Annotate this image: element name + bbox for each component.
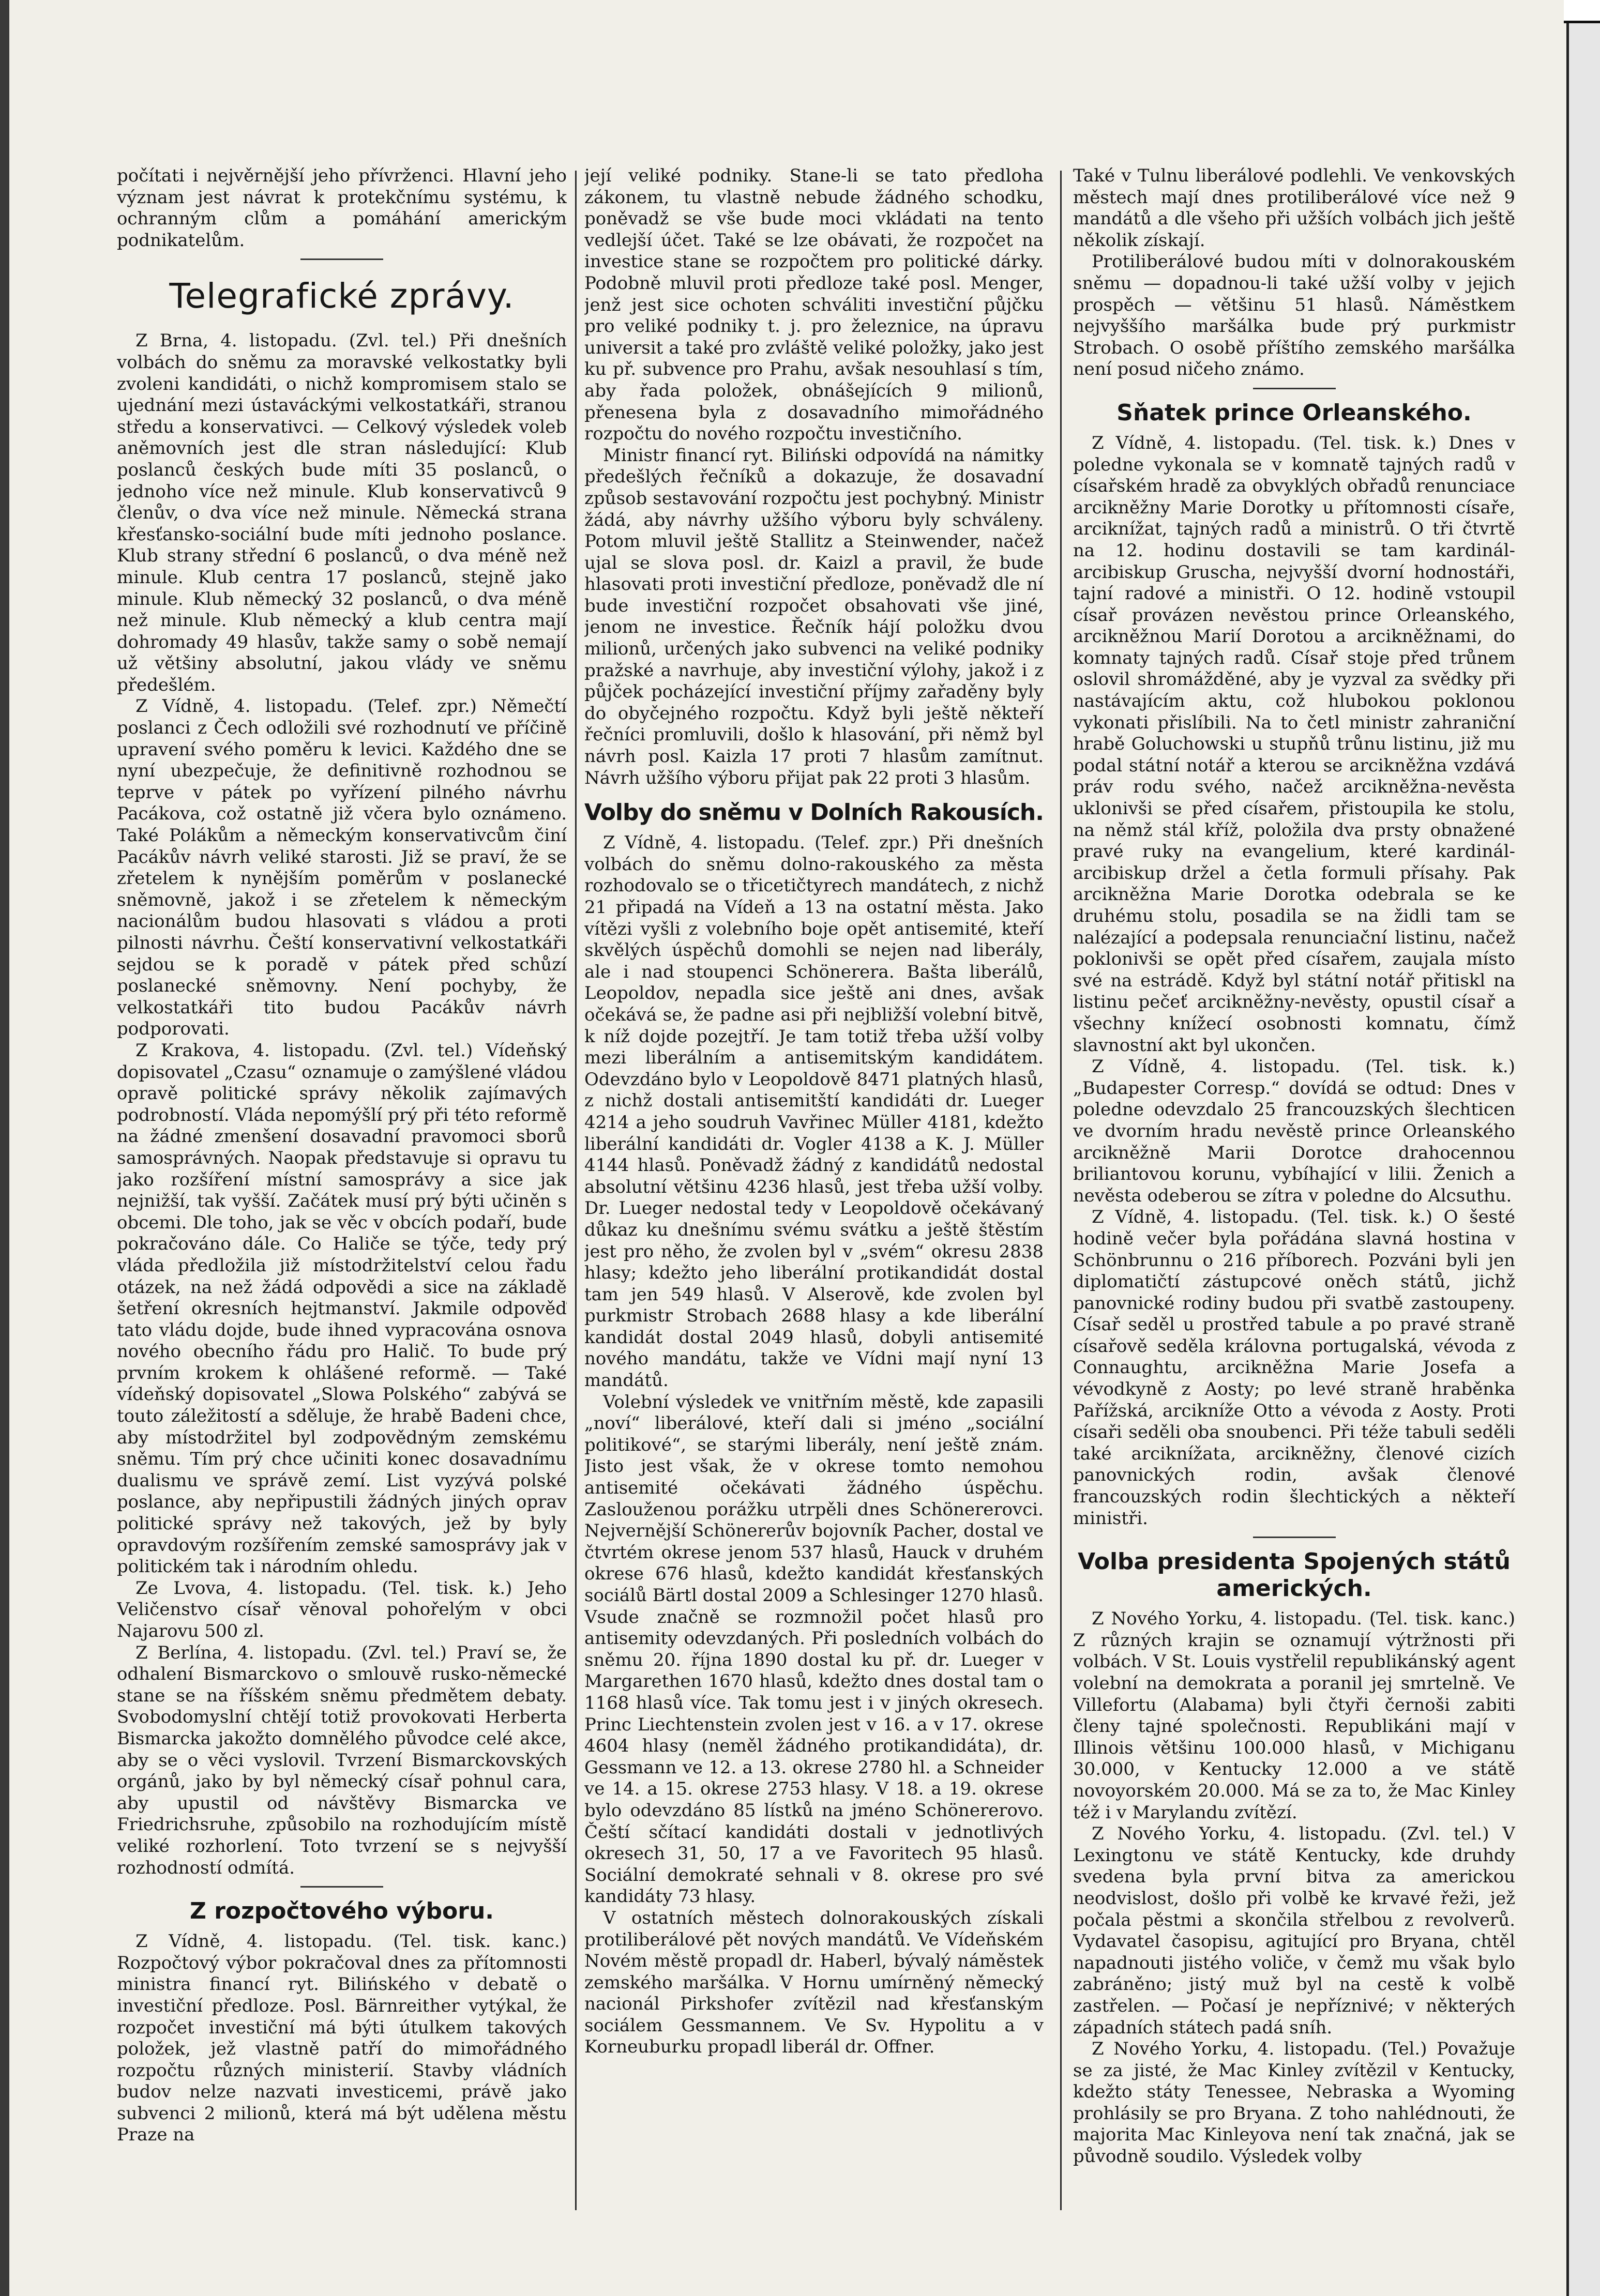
budget-committee-continuation: její veliké podniky. Stane-li se tato předloha zákonem, tu vlastně nebude žádného schodku, poněvadž se vše bude moci vkládati na tento vedlejší účet. Také se lze obávati, že rozpočet na investice stane se rozpočtem pro politické dárky. Podobně mluvil proti předloze také posl. Menger, jenž jest sice ochoten schváliti investiční půjčku pro veliké podniky t. j. pro železnice, na úpravu universit a také pro zvláště veliké položky, jako jest ku př. subvence pro Prahu, avšak nesouhlasí s tím, aby řada položek, obnášejících 9 milionů, přenesena byla z dosavadního mimořádného rozpočtu do nového rozpočtu investičního.	[584, 165, 1044, 445]
scan-edge-right	[1566, 0, 1600, 2296]
report-crown-gift: Z Vídně, 4. listopadu. (Tel. tisk. k.) „Budapester Corresp.“ dovídá se odtud: Dnes v poledne odevzdalo 25 francouzských šlechticen ve dvorním hradu nevěstě prince Orleanského arcikněžně Marii Dorotce drahocennou briliantovou korunu, vybíhající v lilii. Ženich a nevěsta odeberou se zítra v poledne do Alcsuthu.	[1073, 1056, 1515, 1206]
section-heading-telegraphic-news: Telegrafické zprávy.	[169, 276, 515, 316]
report-budget-committee: Z Vídně, 4. listopadu. (Tel. tisk. kanc.) Rozpočtový výbor pokračoval dnes za přítomnosti ministra financí ryt. Bilińského v debatě o investiční předloze. Posl. Bärnreither vytýkal, že rozpočet investiční má býti útulkem takových položek, jež vlastně patří do mimořádného rozpočtu různých ministerií. Stavby vládních budov nelze nazvati investicemi, právě jako subvenci 2 milionů, která má být udělena městu Praze na	[117, 1931, 567, 2146]
column-rule-right	[1060, 171, 1062, 2210]
elections-continuation: Také v Tulnu liberálové podlehli. Ve venkovských městech mají dnes protiliberálové více než 9 mandátů a dle všeho při užších volbách jich ještě několik získají.	[1073, 165, 1515, 251]
corner-mark	[1564, 0, 1600, 23]
section-heading-budget-committee: Z rozpočtového výboru.	[189, 1898, 494, 1925]
scan-edge-left	[0, 0, 9, 2296]
article-continuation: počítati i nejvěrnější jeho přívrženci. Hlavní jeho význam jest návrat k protekčnímu systému, k ochranným clům a pomáhání americkým podnikatelům.	[117, 165, 567, 251]
column-2	[584, 165, 1044, 2254]
report-new-york-2: Z Nového Yorku, 4. listopadu. (Zvl. tel.) V Lexingtonu ve státě Kentucky, kde druhdy svedena byla první bitva za americkou neodvislost, došlo při volbě ke krvavé řeži, jež počala pěstmi a skončila střelbou z revolverů. Vydavatel časopisu, agitující pro Bryana, chtěl napadnouti jistého voliče, v čemž mu však bylo zabráněno; jistý muž byl na cestě k volbě zastřelen. — Počasí je nepříznivé; v některých západních státech padá sníh.	[1073, 1823, 1515, 2038]
report-inner-city-results: Volební výsledek ve vnitřním městě, kde zapasili „noví“ liberálové, kteří dali si jméno „sociální politikové“, se starými liberály, není ještě znám. Jisto jest však, že v okrese tomto nemohou antisemité očekávati žádného úspěchu. Zaslouženou porážku utrpěli dnes Schönererovci. Nejvernější Schönererův bojovník Pacher, dostal ve čtvrtém okrese jenom 537 hlasů, Hauck v druhém okrese 676 hlasů, kdežto kandidát křesťanských sociálů Bärtl dostal 2009 a Schlesinger 1270 hlasů. Vsude značně se rozmnožil počet hlasů pro antisemity odevzdaných. Při posledních volbách do sněmu 20. října 1890 dostal ku př. dr. Lueger v Margarethen 1670 hlasů, kdežto dnes dostal tam o 1168 hlasů více. Tak tomu jest i v jiných okresech. Princ Liechtenstein zvolen jest v 16. a v 17. okrese 4604 hlasy (neměl žádného protikandidáta), dr. Gessmann ve 12. a 13. okrese 2780 hl. a Schneider ve 14. a 15. okrese 2753 hlasy. V 18. a 19. okrese bylo odevzdáno 85 lístků na jméno Schönererovo. Čeští sčítací kandidáti dostali v jednotlivých okresech 31, 50, 17 a ve Favoritech 95 hlasů. Sociální demokraté sehnali v 8. okrese pro své kandidáty 73 hlasy.	[584, 1391, 1044, 1907]
report-brno-elections: Z Brna, 4. listopadu. (Zvl. tel.) Při dnešních volbách do sněmu za moravské velkostatky byli zvoleni kandidáti, o nichž kompromisem stalo se ujednání mezi ústaváckými velkostatkáři, stranou středu a konservativci. — Celkový výsledek voleb aněmovních jest dle stran následující: Klub poslanců českých bude míti 35 poslanců, o jednoho více než minule. Klub konservativců 9 členův, o dva více než minule. Německá strana křesťansko-sociální bude míti jednoho poslance. Klub strany střední 6 poslanců, o dva méně než minule. Klub centra 17 poslanců, stejně jako minule. Klub německý 32 poslanců, o dva méně než minule. Klub německý a klub centra mají dohromady 49 hlasův, takže samy o sobě nemají už většiny absolutní, jakou vlády ve sněmu předešlém.	[117, 330, 567, 695]
column-rule-left	[575, 171, 577, 2210]
elections-majority: Protiliberálové budou míti v dolnorakouském sněmu — dopadnou-li také užší volby v jejich prospěch — většinu 51 hlasů. Náměstkem nejvyššího maršálka bude prý purkmistr Strobach. O osobě příštího zemského maršálka není posud ničeho známo.	[1073, 251, 1515, 380]
report-new-york-3: Z Nového Yorku, 4. listopadu. (Tel.) Považuje se za jisté, že Mac Kinley zvítězil v Kentucky, kdežto státy Tenessee, Nebraska a Wyoming prohlásily se pro Bryana. Z toho nahlédnouti, že majorita Mac Kinleyova není tak značná, jak se původně soudilo. Výsledek volby	[1073, 2039, 1515, 2167]
column-3	[1073, 165, 1515, 2254]
report-krakow-administration: Z Krakova, 4. listopadu. (Zvl. tel.) Vídeňský dopisovatel „Czasu“ oznamuje o zamýšlené vládou opravě politické správy několik zajímavých podrobností. Vláda nepomýšlí prý při této reformě na žádné zmenšení dosavadní pravomoci sborů samosprávných. Naopak představuje si opravu tu jako rozšíření místní samosprávy a sice jak nejnižší, tak vyšší. Začátek musí prý býti učiněn s obcemi. Dle toho, jak se věc v obcích podaří, bude pokračováno dále. Co Haliče se týče, tedy prý vláda předložila již místodržitelství celou řadu otázek, na než žádá odpovědi a sice na základě šetření okresních hejtmanství. Jakmile odpověď tato vládu dojde, bude ihned vypracována osnova nového obecního řádu pro Halič. To bude prý prvním krokem k ohlášené reformě. — Také vídeňský dopisovatel „Slowa Polského“ zabývá se touto záležitostí a sděluje, že hrabě Badeni chce, aby místodržitel byl zodpovědným zemskému sněmu. Tím prý chce učiniti konec dosavadnímu dualismu ve správě zemí. List vyzývá polské poslance, aby nepřipustili žádných jiných oprav politické správy než takových, jež by byly opravdovým rozšířením zemské samosprávy jak v politickém tak i národním ohledu.	[117, 1040, 567, 1577]
report-new-york-1: Z Nového Yorku, 4. listopadu. (Tel. tisk. kanc.) Z různých krajin se oznamují výtržnosti při volbách. V St. Louis vystřelil republikánský agent volební na demokrata a poranil jej smrtelně. Ve Villefortu (Alabama) byli čtyři černoši zabiti členy tajné společnosti. Republikáni mají v Illinois většinu 100.000 hlasů, v Michiganu 30.000, v Kentucky 12.000 a ve státě novoyorském 20.000. Má se za to, že Mac Kinley též i v Marylandu zvítězí.	[1073, 1608, 1515, 1823]
column-1	[117, 165, 567, 2254]
separator-rule	[300, 259, 383, 260]
section-heading-us-election: Volba presidenta Spojených států amerických.	[1078, 1548, 1511, 1602]
report-berlin-bismarck: Z Berlína, 4. listopadu. (Zvl. tel.) Praví se, že odhalení Bismarckovo o smlouvě rusko-německé stane se na říšském sněmu předmětem debaty. Svobodomyslní chtějí totiž provokovati Herberta Bismarcka jakožto domnělého původce celé akce, aby se o věci vyslovil. Tvrzení Bismarckovských orgánů, jako by byl německý císař pohnul cara, aby upustil od návštěvy Bismarcka ve Friedrichsruhe, způsobilo na rozhodujícím místě veliké rozhorlení. Toto tvrzení se s nejvyšší rozhodností odmítá.	[117, 1642, 567, 1878]
separator-rule	[1253, 1537, 1336, 1538]
report-vienna-german-deputies: Z Vídně, 4. listopadu. (Telef. zpr.) Němečtí poslanci z Čech odložili své rozhodnutí ve příčině upravení svého poměru k levici. Každého dne se nyní ubezpečuje, že definitivně rozhodnou se teprve v pátek po vyřízení pilného návrhu Pacákova, což ostatně již včera bylo oznámeno. Také Polákům a německým konservativcům činí Pacákův návrh veliké starosti. Již se praví, že se zřetelem k nynějším poměrům v poslanecké sněmovně, jakož i se zřetelem k německým nacionálům budou hlasovati s vládou a proti pilnosti návrhu. Čeští konservativní velkostatkáři sejdou se k poradě v pátek před schůzí poslanecké sněmovny. Není pochyby, že velkostatkáři tito budou Pacákův návrh podporovati.	[117, 696, 567, 1040]
section-heading-orleans-wedding: Sňatek prince Orleanského.	[1116, 399, 1472, 426]
report-schonbrunn-banquet: Z Vídně, 4. listopadu. (Tel. tisk. k.) O šesté hodině večer byla pořádána slavná hostina v Schönbrunnu o 216 příborech. Pozváni byli jen diplomatičtí zástupcové oněch států, jichž panovnické rodiny budou při svatbě zastoupeny. Císař seděl u prostřed tabule a po pravé straně císařově seděla královna portugalská, vévoda z Connaughtu, arcikněžna Marie Josefa a vévodkyně z Aosty; po levé straně hraběnka Pařížská, arcikníže Otto a vévoda z Aosty. Proti císaři seděli oba snoubenci. Při téže tabuli seděli také arciknížata, arcikněžny, členové cizích panovnických rodin, avšak členové francouzských rodin šlechtických a někteří ministři.	[1073, 1207, 1515, 1529]
report-renunciation: Z Vídně, 4. listopadu. (Tel. tisk. k.) Dnes v poledne vykonala se v komnatě tajných radů v císařském hradě za obvyklých obřadů renunciace arcikněžny Marie Dorotky u přítomnosti císaře, arciknížat, tajných radů a ministrů. O tři čtvrtě na 12. hodinu dostavili se tam kardinál-arcibiskup Gruscha, nejvyšší dvorní hodnostáři, tajní radové a ministři. O 12. hodině vstoupil císař provázen nevěstou prince Orleanského, arcikněžnou Marií Dorotou a arcikněžnami, do komnaty tajných radů. Císař stoje před trůnem oslovil shromážděné, aby je vyzval za svědky při nastávajícím aktu, což hlubokou poklonou vykonati přislíbili. Na to četl ministr zahraniční hrabě Goluchowski u stupňů trůnu listinu, již mu podal státní notář a kterou se arcikněžna vzdává práv rodu svého, načež arcikněžna-nevěsta uklonivši se před císařem, přistoupila ke stolu, na němž stál kříž, položila dva prsty obnažené pravé ruky na evangelium, které kardinál-arcibiskup držel a četla formuli přísahy. Pak arcikněžna Marie Dorotka odebrala se ke druhému stolu, posadila se na židli tam se nalézající a podepsala renunciační listinu, načež poklonivši se opět před císařem, zaujala místo své na estrádě. Když byl státní notář přitiskl na listinu pečeť arcikněžny-nevěsty, opustil císař a všechny knížecí osobnosti komnatu, čímž slavnostní akt byl ukončen.	[1073, 432, 1515, 1056]
report-lviv-donation: Ze Lvova, 4. listopadu. (Tel. tisk. k.) Jeho Veličenstvo císař věnoval pohořelým v obci Najarovu 500 zl.	[117, 1577, 567, 1641]
section-heading-lower-austria-elections: Volby do sněmu v Dolních Rakousích.	[584, 799, 1044, 826]
budget-committee-minister-reply: Ministr financí ryt. Biliński odpovídá na námitky předešlých řečníků a dokazuje, že dosavadní způsob sestavování rozpočtu jest pochybný. Ministr žádá, aby návrhy užšího výboru byly schváleny. Potom mluvil ještě Stallitz a Steinwender, načež ujal se slova posl. dr. Kaizl a pravil, že bude hlasovati proti investiční předloze, poněvadž dle ní bude investiční rozpočet obsahovati vše jiné, jenom ne investice. Řečník hájí položku dvou milionů, určených jako subvenci na veliké podniky pražské a navrhuje, aby investiční výlohy, jakož i z půjček pocházející investiční příjmy zařaděny byly do obyčejného rozpočtu. Když byli ještě někteří řečníci promluvili, došlo k hlasování, při němž byl návrh posl. Kaizla 17 proti 7 hlasům zamítnut. Návrh užšího výboru přijat pak 22 proti 3 hlasům.	[584, 445, 1044, 788]
report-other-towns: V ostatních městech dolnorakouských získali protiliberálové pět nových mandátů. Ve Vídeňském Novém městě propadl dr. Haberl, bývalý náměstek zemského maršálka. V Hornu umírněný německý nacionál Pirkshofer zvítězil nad křesťanským sociálem Gessmannem. Ve Sv. Hypolitu a v Korneuburku propadl liberál dr. Offner.	[584, 1907, 1044, 2058]
separator-rule	[300, 1886, 383, 1888]
separator-rule	[1253, 388, 1336, 389]
report-vienna-city-elections: Z Vídně, 4. listopadu. (Telef. zpr.) Při dnešních volbách do sněmu dolno-rakouského za města rozhodovalo se o třicetičtyrech mandátech, z nichž 21 připadá na Vídeň a 13 na ostatní města. Jako vítězi vyšli z volebního boje opět antisemité, kteří skvělých úspěchů domohli se nejen nad liberály, ale i nad stoupenci Schönerera. Bašta liberálů, Leopoldov, nepadla sice ještě ani dnes, avšak očekává se, že padne asi při nejbližší volební bitvě, k níž dojde pozejtří. Je tam totiž třeba užší volby mezi liberálním a antisemitským kandidátem. Odevzdáno bylo v Leopoldově 8471 platných hlasů, z nichž dostali antisemitští kandidáti dr. Lueger 4214 a jeho soudruh Vavřinec Müller 4181, kdežto liberální kandidáti dr. Vogler 4138 a K. J. Müller 4144 hlasů. Poněvadž žádný z kandidátů nedostal absolutní většinu 4236 hlasů, jest třeba užší volby. Dr. Lueger nedostal tedy v Leopoldově očekávaný důkaz ku dnešnímu svému svátku a ještě štěstím jest pro něho, že zvolen byl v „svém“ okresu 2838 hlasy; kdežto jeho liberální protikandidát dostal tam jen 549 hlasů. V Alserově, kde zvolen byl purkmistr Strobach 2688 hlasy a kde liberální kandidát dostal 2049 hlasů, dobyli antisemité nového mandátu, takže ve Vídni mají nyní 13 mandátů.	[584, 832, 1044, 1391]
